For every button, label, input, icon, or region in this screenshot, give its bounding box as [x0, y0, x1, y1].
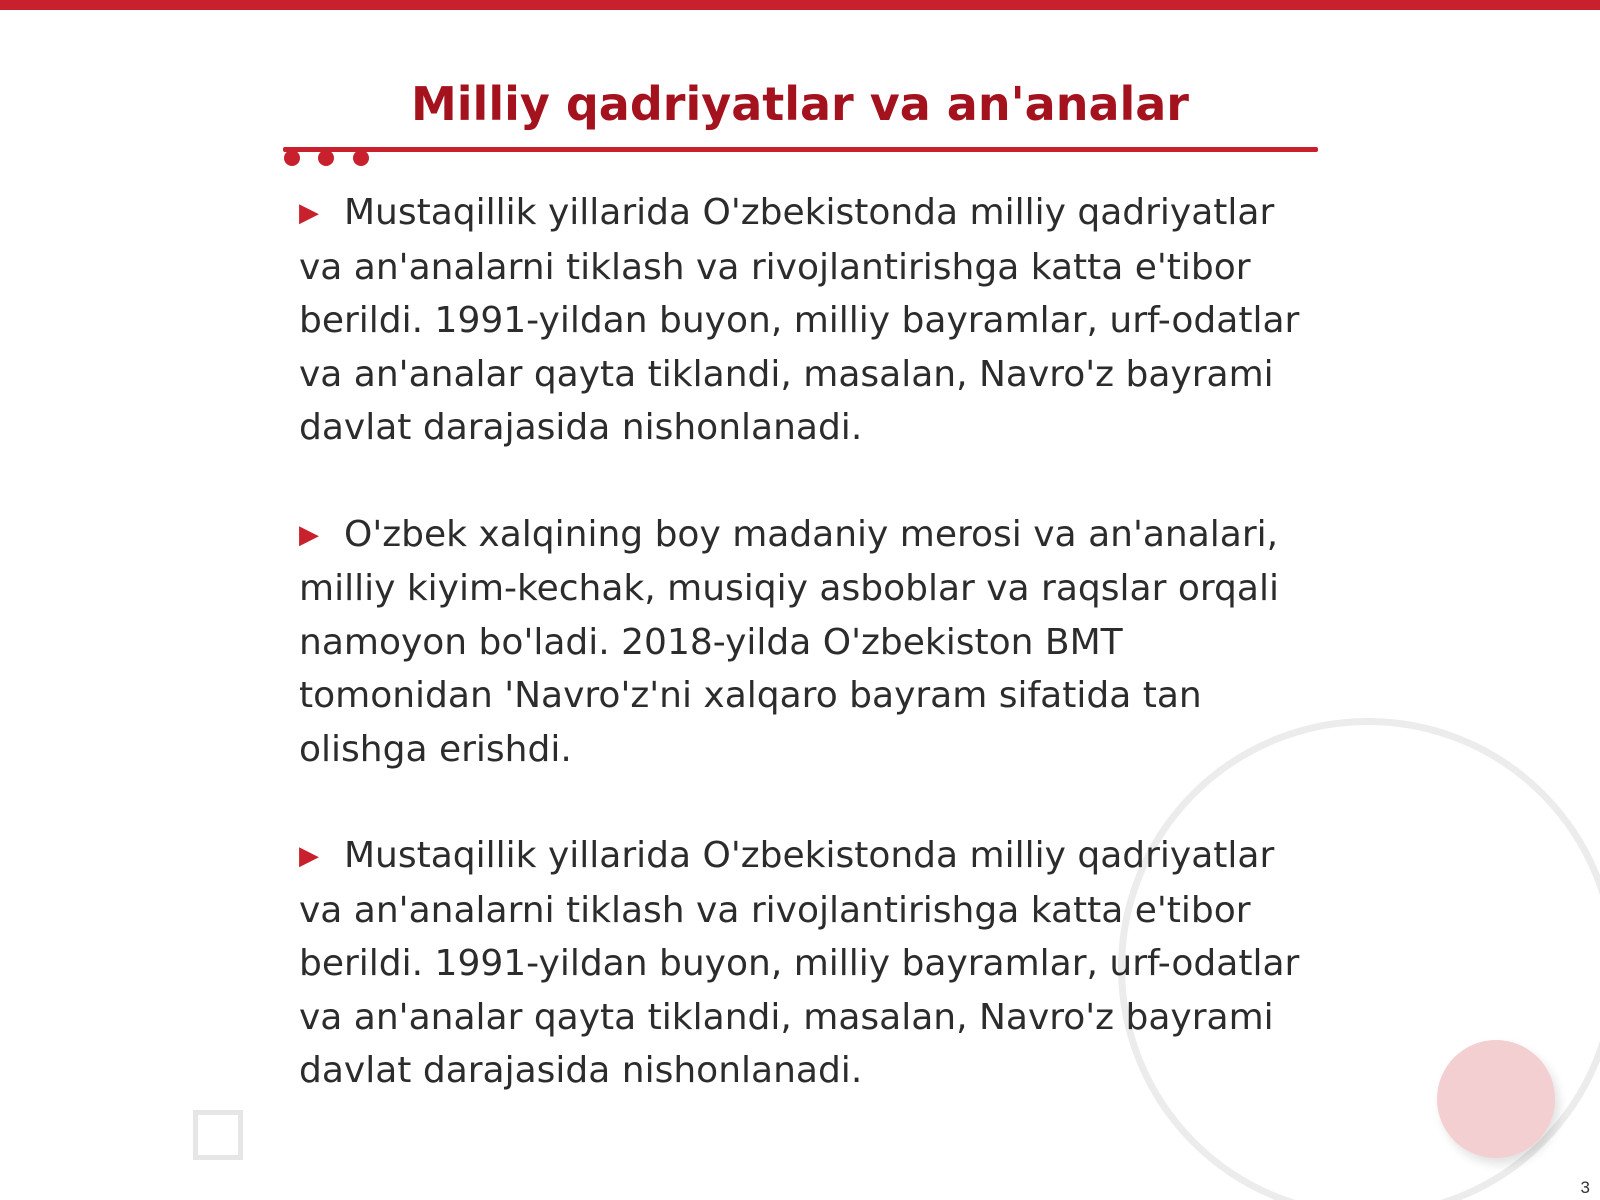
title-dot [353, 150, 369, 166]
title-underline [283, 147, 1318, 152]
bullet-arrow-icon: ▶ [299, 519, 319, 550]
content-body [299, 186, 1304, 1151]
decorative-pink-circle [1437, 1040, 1555, 1158]
title-dot [318, 150, 334, 166]
bullet-arrow-icon: ▶ [299, 198, 319, 228]
bullet-paragraph [299, 508, 1304, 777]
slide-title: Milliy qadriyatlar va an'analar [411, 77, 1189, 131]
bullet-paragraph [299, 829, 1304, 1098]
bullet-paragraph [299, 186, 1304, 455]
paragraph-text: O'zbek xalqining boy madaniy merosi va an'analari, milliy kiyim-kechak, musiqiy asboblar va raqslar orqali namoyon bo'ladi. 2018-yilda O'zbekiston BMT tomonidan 'Navro'z'ni xalqaro bayram sifatida tan olishga erishdi. [299, 513, 1279, 770]
bullet-arrow-icon: ▶ [299, 841, 319, 871]
title-dot [284, 150, 300, 166]
top-accent-bar [0, 0, 1600, 10]
slide-number: 3 [1580, 1178, 1590, 1197]
decorative-square [193, 1110, 243, 1160]
paragraph-text: Mustaqillik yillarida O'zbekistonda milliy qadriyatlar va an'analarni tiklash va rivojlantirishga katta e'tibor berildi. 1991-yildan buyon, milliy bayramlar, urf-odatlar va an'analar qayta tiklandi, masalan, Navro'z bayrami davlat darajasida nishonlanadi. [299, 835, 1300, 1091]
paragraph-text: Mustaqillik yillarida O'zbekistonda milliy qadriyatlar va an'analarni tiklash va rivojlantirishga katta e'tibor berildi. 1991-yildan buyon, milliy bayramlar, urf-odatlar va an'analar qayta tiklandi, masalan, Navro'z bayrami davlat darajasida nishonlanadi. [299, 192, 1300, 448]
